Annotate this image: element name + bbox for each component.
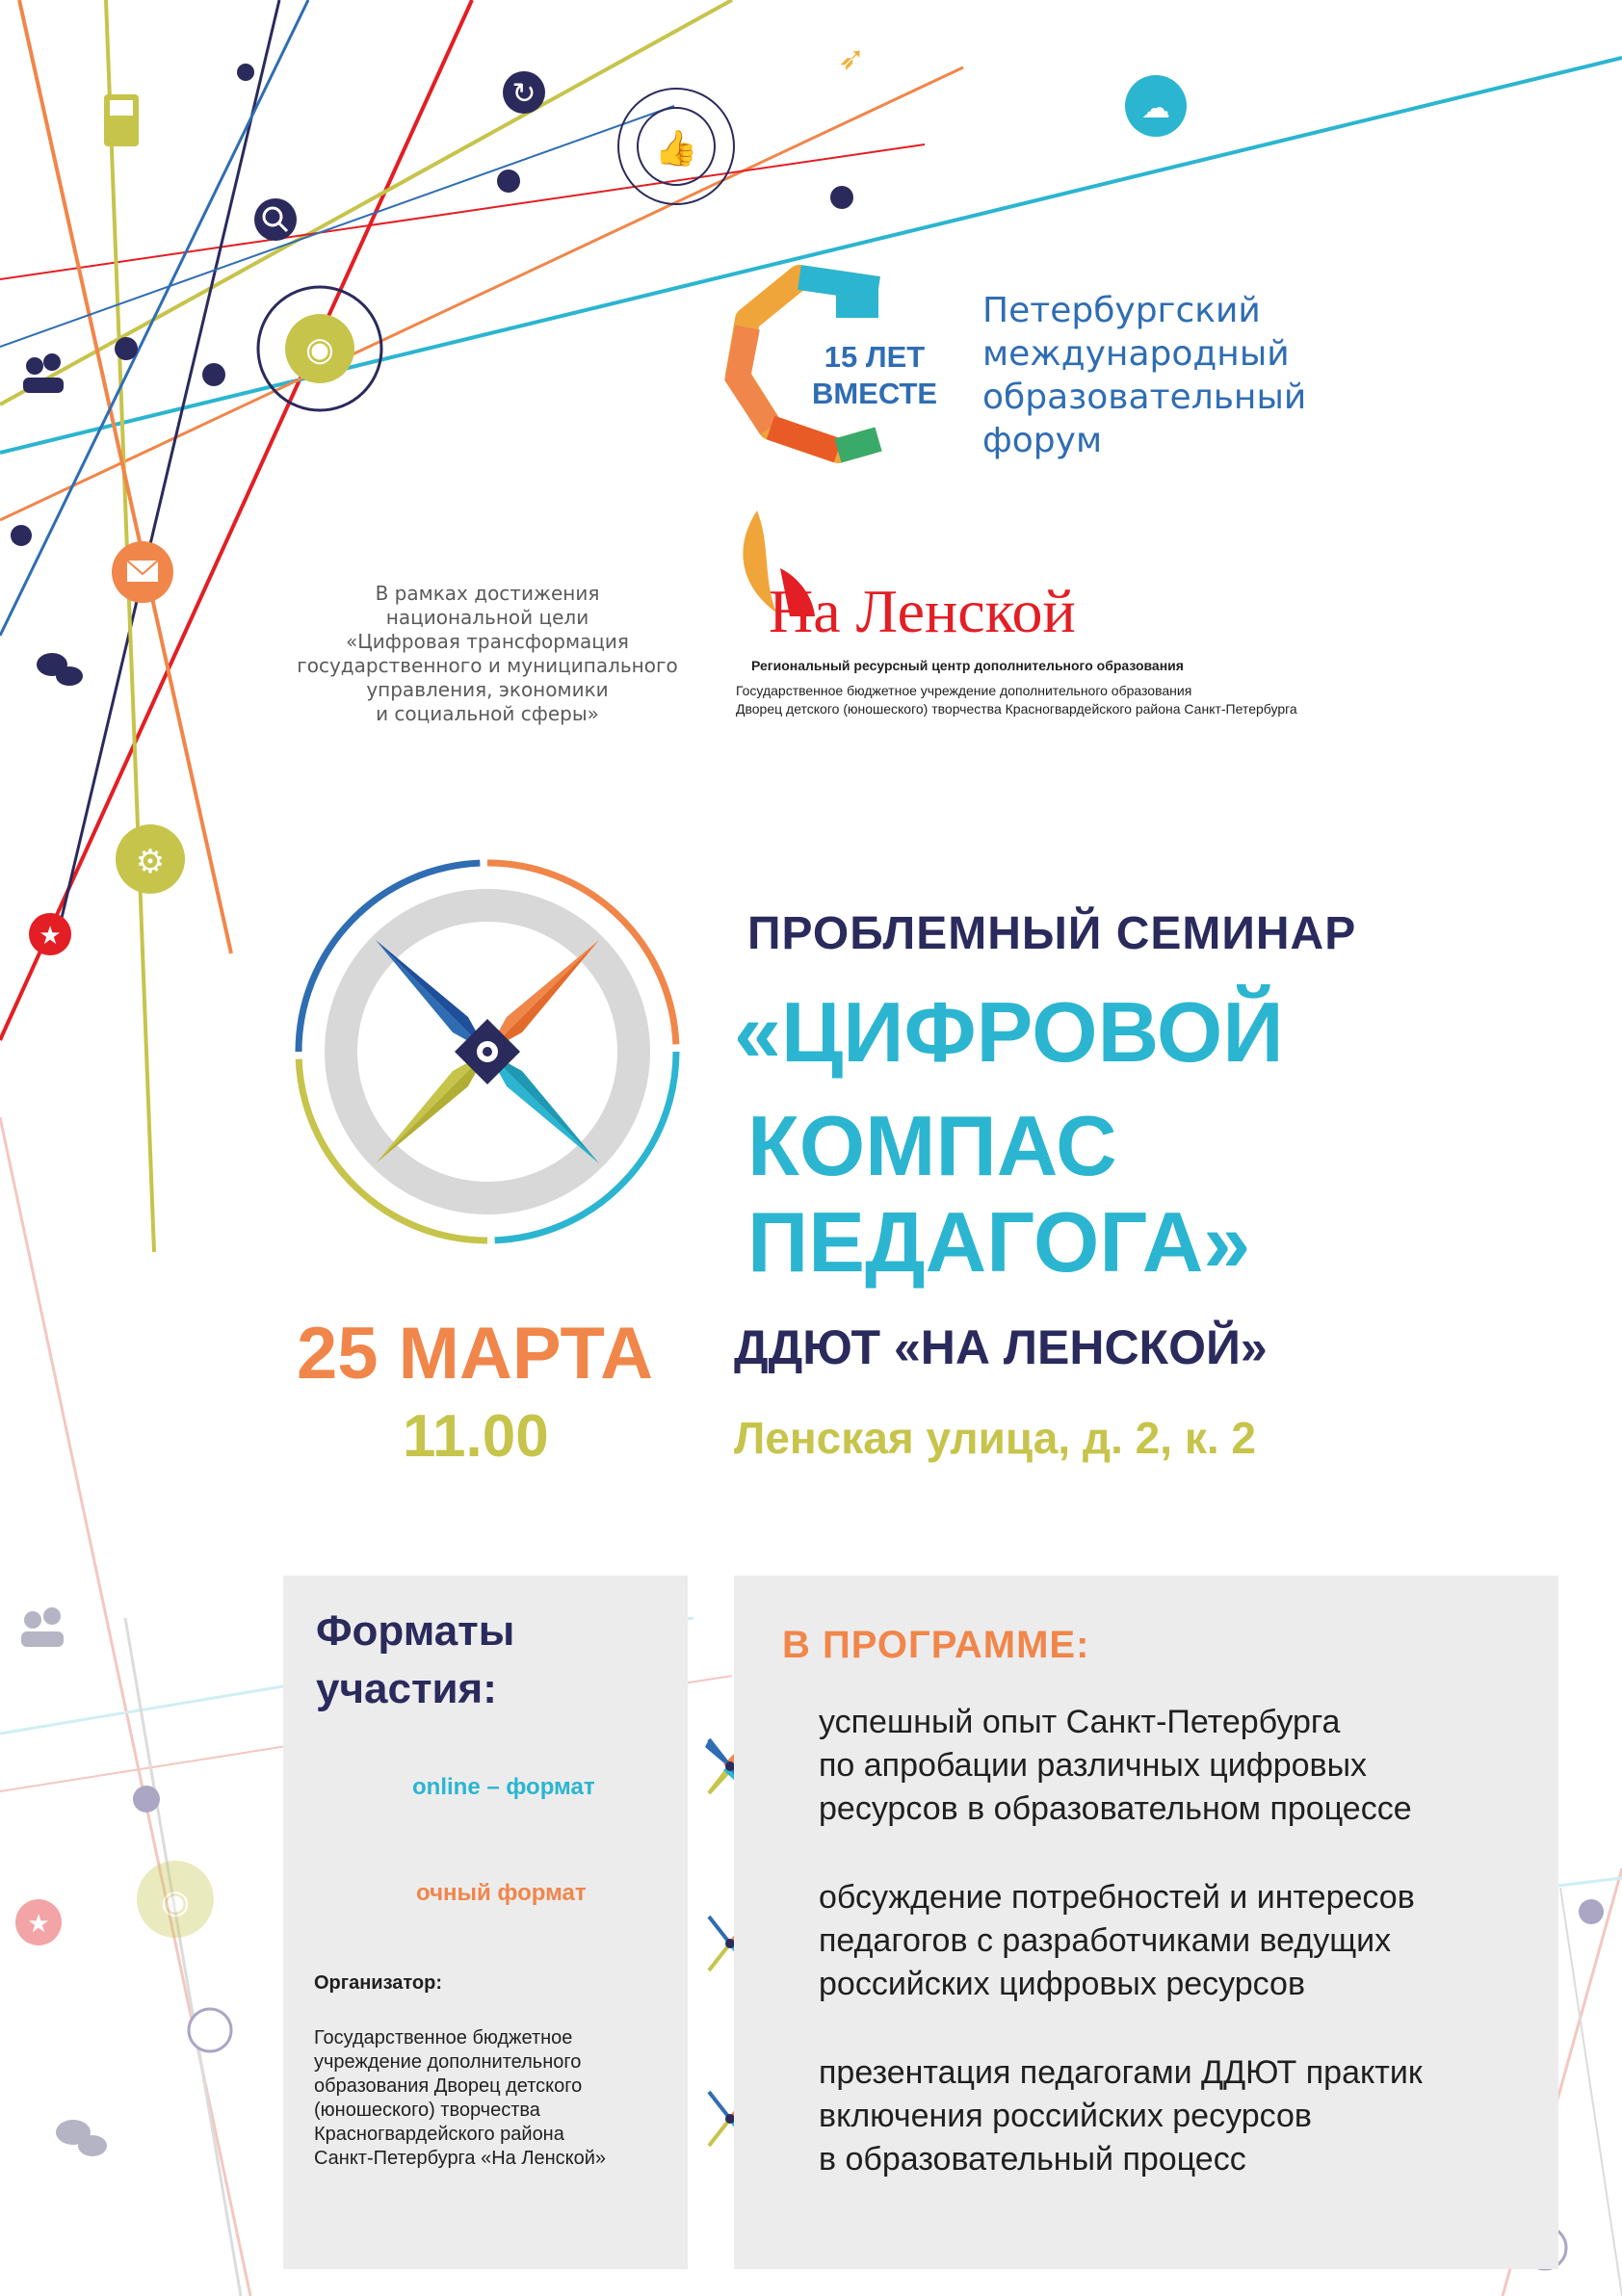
svg-text:◉: ◉	[305, 330, 334, 369]
event-time: 11.00	[403, 1403, 549, 1470]
mail-icon	[112, 541, 173, 603]
svg-text:★: ★	[39, 922, 62, 951]
robot-icon	[104, 94, 139, 146]
organizer-line: Красногвардейского района	[314, 2124, 564, 2145]
organizer-line: образования Дворец детского	[314, 2075, 583, 2097]
center-subtitle-line: Государственное бюджетное учреждение дополнительного образования	[736, 683, 1192, 698]
organizer-line: учреждение дополнительного	[314, 2051, 582, 2073]
forum-badge-line2: ВМЕСТЕ	[811, 377, 938, 410]
forum-title-line: форум	[982, 421, 1103, 460]
program-item-line: по апробации различных цифровых	[819, 1747, 1368, 1784]
compass-logo	[299, 863, 676, 1240]
formats-title	[316, 1603, 514, 1718]
chat-icon	[37, 653, 83, 686]
program-item-line: педагогов с разработчиками ведущих	[819, 1922, 1392, 1959]
program-item	[819, 1701, 1522, 1831]
rocket-icon	[838, 39, 866, 78]
refresh-icon	[503, 71, 545, 114]
goal-line: и социальной сферы»	[376, 702, 599, 725]
svg-text:◉: ◉	[161, 1883, 190, 1921]
center-subtitle	[736, 682, 1297, 718]
event-date: 25 МАРТА	[297, 1313, 654, 1395]
event-address: Ленская улица, д. 2, к. 2	[734, 1413, 1256, 1463]
wifi-icon-faded	[137, 1861, 214, 1938]
organizer-text	[314, 2026, 680, 2171]
program-item-line: презентация педагогами ДДЮТ практик	[819, 2054, 1423, 2091]
organizer-line: Санкт-Петербурга «На Ленской»	[314, 2148, 607, 2169]
program-item-line: в образовательный процесс	[819, 2141, 1246, 2178]
program-title: В ПРОГРАММЕ:	[782, 1624, 1090, 1666]
organizer-line: (юношеского) творчества	[314, 2100, 540, 2121]
event-title-line1: «ЦИФРОВОЙ	[734, 984, 1284, 1080]
forum-title-line: Петербургский	[982, 291, 1261, 330]
program-item-line: обсуждение потребностей и интересов	[819, 1879, 1415, 1916]
like-icon	[618, 89, 734, 204]
program-item-line: российских цифровых ресурсов	[819, 1966, 1306, 2002]
center-subtitle-line: Дворец детского (юношеского) творчества Красногвардейского района Санкт-Петербурга	[736, 701, 1297, 717]
national-goal-text	[279, 582, 695, 726]
forum-badge-line1: 15 ЛЕТ	[824, 340, 926, 374]
program-item-line: успешный опыт Санкт-Петербурга	[819, 1704, 1341, 1740]
center-label: Региональный ресурсный центр дополнительного образования	[751, 658, 1184, 673]
program-item	[819, 1876, 1522, 2006]
chat-icon-faded	[56, 2120, 107, 2156]
search-icon	[254, 198, 297, 241]
event-venue: ДДЮТ «НА ЛЕНСКОЙ»	[734, 1320, 1268, 1374]
goal-line: национальной цели	[385, 606, 589, 629]
svg-text:☁: ☁	[1141, 91, 1170, 125]
forum-badge	[798, 339, 952, 412]
cloud-icon	[1125, 75, 1187, 137]
users-icon-faded	[21, 1607, 64, 1647]
star-icon	[29, 913, 71, 955]
organizer-line: Государственное бюджетное	[314, 2027, 573, 2048]
svg-text:➶: ➶	[837, 39, 866, 78]
formats-title-line1: Форматы	[316, 1607, 515, 1655]
gears-icon	[116, 824, 185, 894]
program-item-line: включения российских ресурсов	[819, 2098, 1312, 2134]
goal-line: «Цифровая трансформация	[346, 630, 629, 653]
event-title-line2: КОМПАС ПЕДАГОГА»	[747, 1098, 1251, 1290]
program-item-line: ресурсов в образовательном процессе	[819, 1790, 1412, 1827]
svg-text:⚙: ⚙	[135, 843, 166, 881]
forum-title-line: международный	[982, 334, 1290, 374]
goal-line: В рамках достижения	[375, 582, 600, 605]
svg-text:★: ★	[27, 1910, 50, 1939]
offline-format-label: очный формат	[416, 1880, 587, 1906]
organizer-label: Организатор:	[314, 1972, 443, 1994]
goal-line: государственного и муниципального	[297, 654, 678, 677]
online-format-label: online – формат	[412, 1774, 595, 1800]
forum-title-line: образовательный	[982, 378, 1307, 417]
goal-line: управления, экономики	[366, 678, 609, 701]
forum-title	[982, 289, 1306, 462]
lenskoy-logo-text: На Ленской	[769, 577, 1076, 645]
event-type: ПРОБЛЕМНЫЙ СЕМИНАР	[747, 908, 1357, 959]
formats-title-line2: участия:	[316, 1665, 497, 1712]
svg-text:↻: ↻	[511, 77, 536, 111]
svg-text:👍: 👍	[654, 129, 698, 169]
star-icon-faded	[15, 1899, 62, 1945]
program-item	[819, 2051, 1522, 2181]
